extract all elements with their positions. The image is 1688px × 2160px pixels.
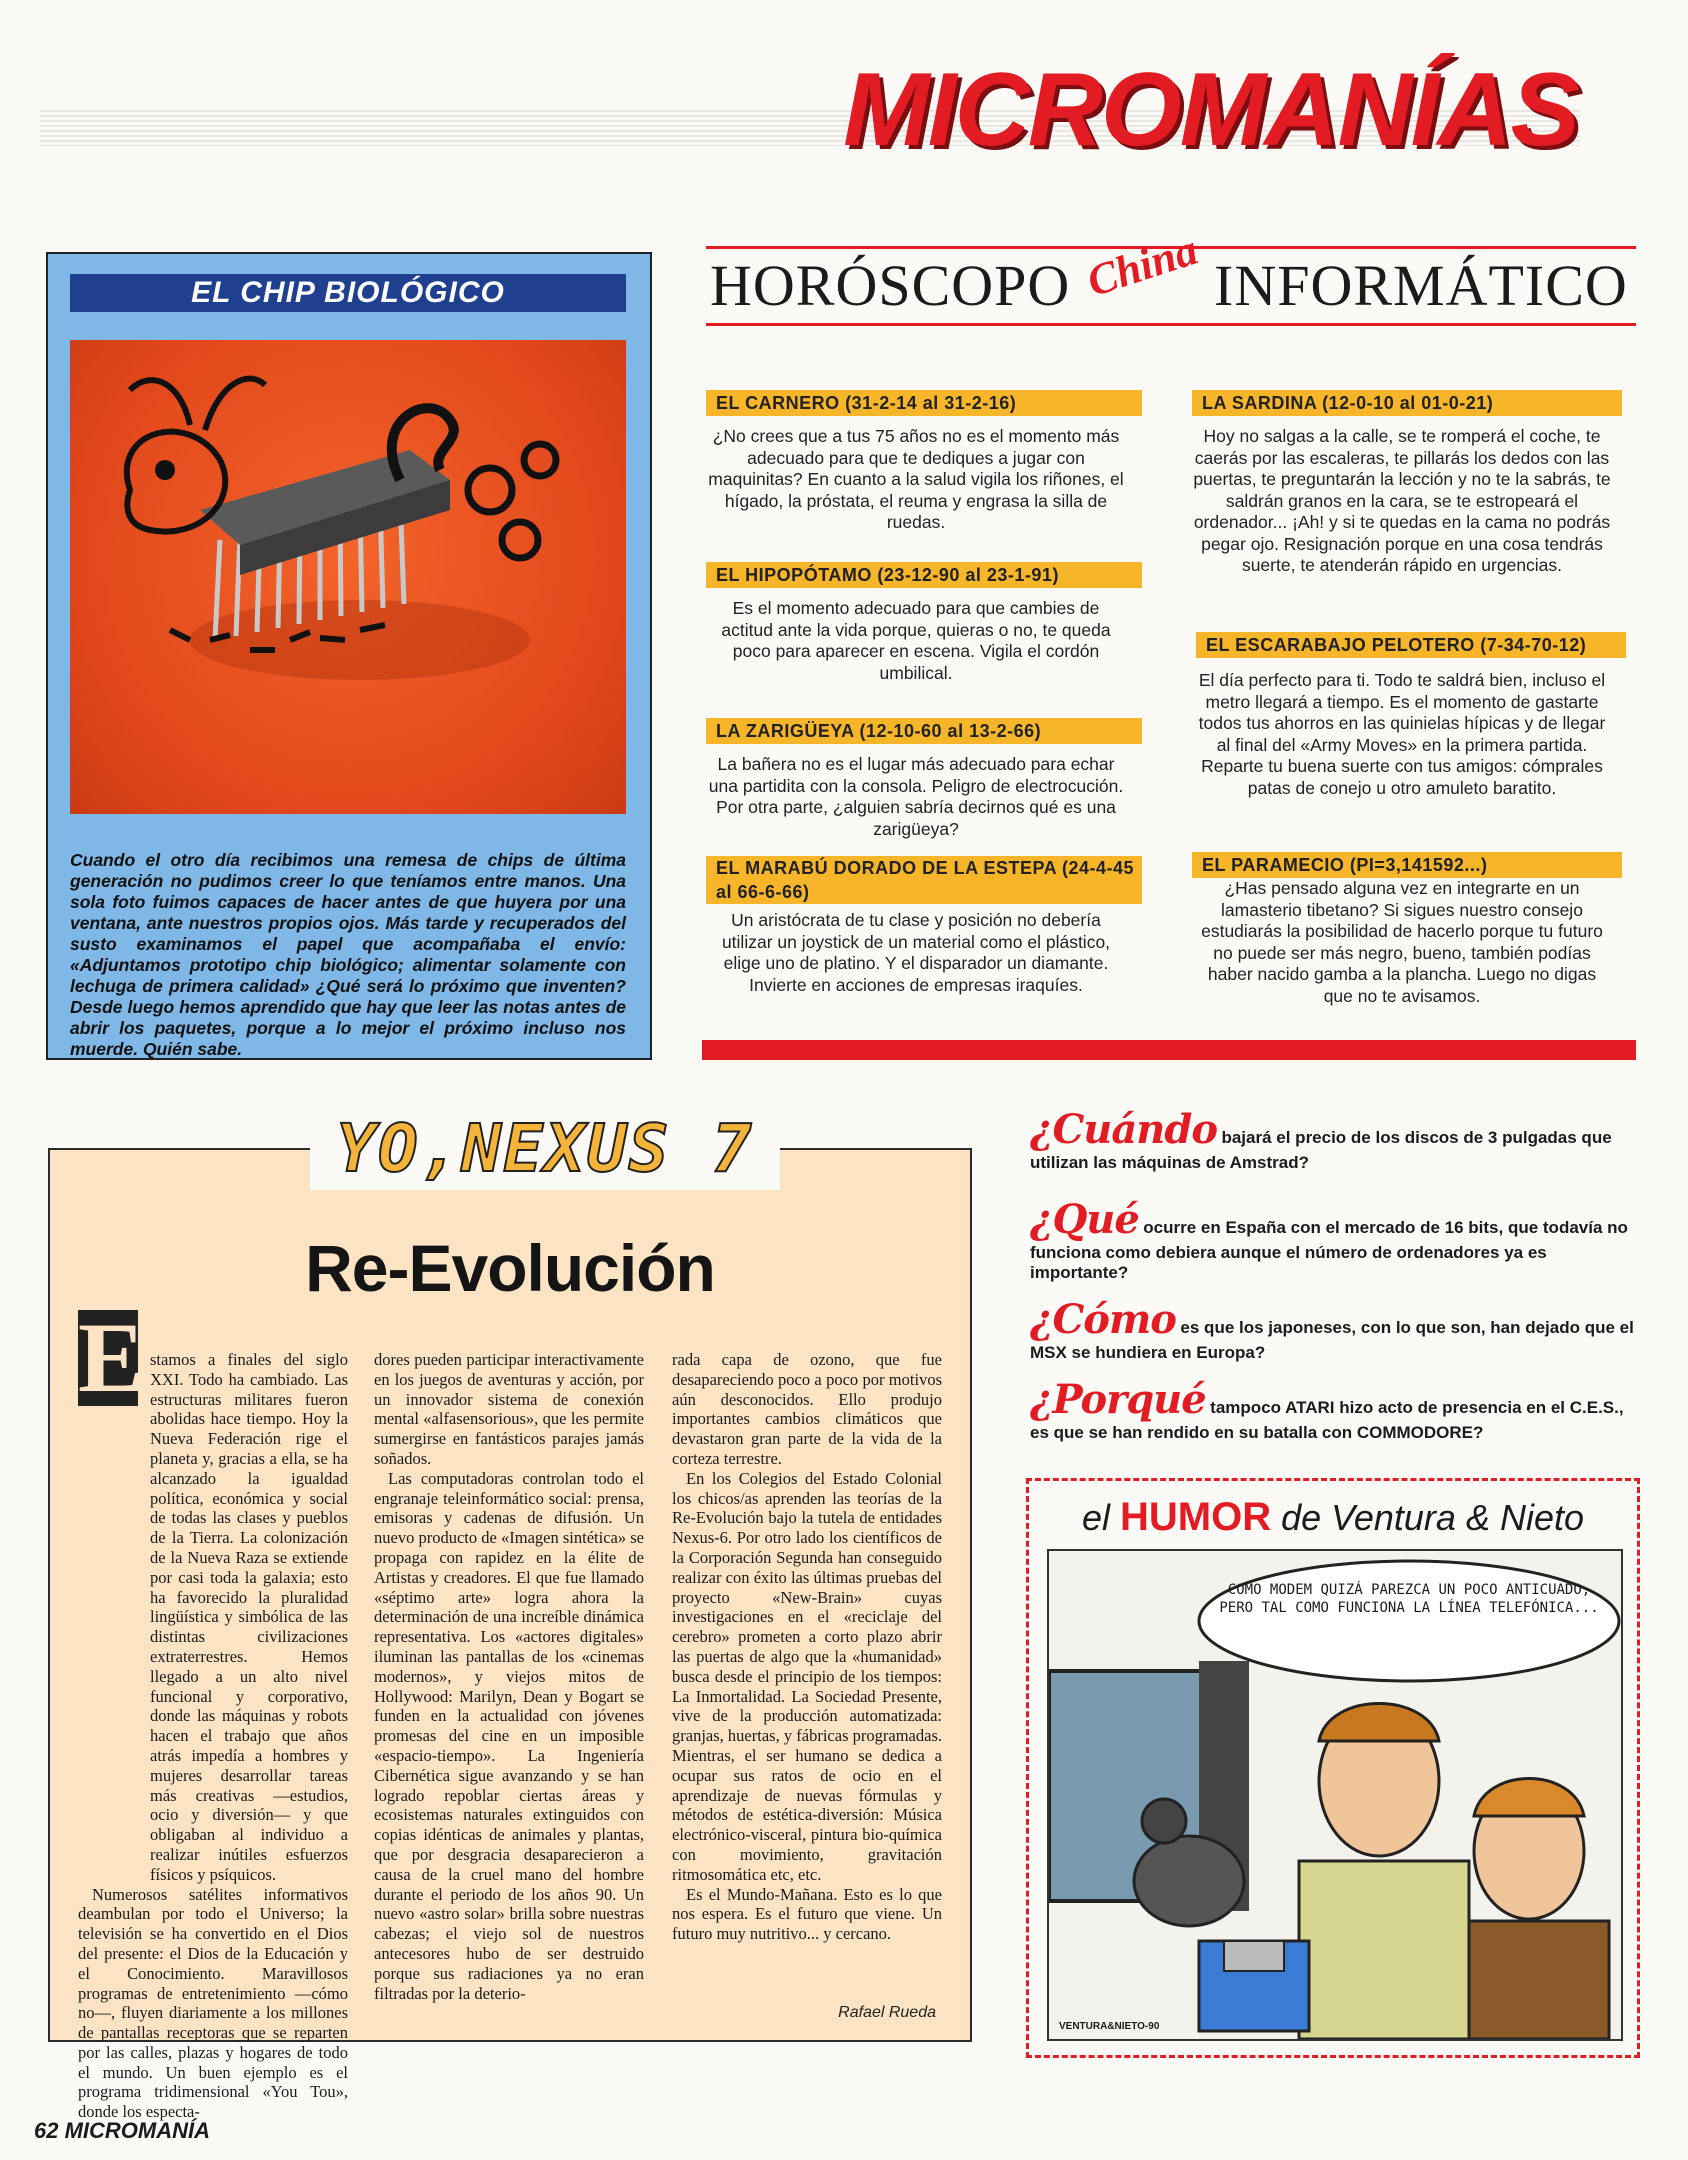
question-word: ¿Cómo [1030, 1296, 1176, 1343]
sign-header-escarabajo: EL ESCARABAJO PELOTERO (7-34-70-12) [1196, 632, 1626, 658]
sign-text-escarabajo: El día perfecto para ti. Todo te saldrá bien, incluso el metro llegará a tiempo. Es el momento de gastarte todos tus ahorros en las quinielas hípicas y de llegar al final del «Army Moves» en la primera partida. Reparte tu buena suerte con tus amigos: cómprales patas de conejo u otro amuleto baratito. [1198, 670, 1606, 798]
paragraph: Es el Mundo-Mañana. Esto es lo que nos espera. Es el futuro que viene. Un futuro muy nutritivo... y cercano. [672, 1884, 942, 1944]
humor-title-post: de Ventura & Nieto [1281, 1497, 1584, 1538]
question-text: es que los japoneses, con lo que son, han dejado que el MSX se hundiera en Europa? [1030, 1318, 1634, 1362]
paragraph: Las computadoras controlan todo el engranaje teleinformático social: prensa, emisoras y cadenas de difusión. Un nuevo producto de «Imagen sintética» se propaga con rapidez en la élite de Artistas y creadores. El que fue llamado «séptimo arte» logra ahora la determinación de una increíble dinámica representativa. Los «actores digitales» iluminan las pantallas de los «cinemas modernos», y viejos mitos de Hollywood: Marilyn, Dean y Bogart se funden en la actualidad con jóvenes promesas del cine en un imposible «espacio-tiempo». La Ingeniería Cibernética sigue avanzando y se han logrado repoblar ciertas áreas y ecosistemas naturales extinguidos con copias idénticas de animales y plantas, que por desgracia desaparecieron a causa de la cruel mano del hombre durante el periodo de los años 90. Un nuevo «astro solar» brilla sobre nuestras cabezas; el viejo sol de nuestros antecesores hubo de ser destruido porque sus radiaciones ya no eran filtradas por la deterio- [374, 1468, 644, 2003]
sign-text-hipopotamo: Es el momento adecuado para que cambies de actitud ante la vida porque, quieras o no, te queda poco para aparecer en escena. Vigila el cordón umbilical. [721, 598, 1111, 683]
question-word: ¿Qué [1030, 1196, 1139, 1243]
article-author: Rafael Rueda [838, 2004, 936, 2021]
page-footer: 62 MICROMANÍA [34, 2118, 211, 2143]
drop-cap: E [78, 1302, 145, 1413]
humor-comic [1047, 1549, 1623, 2041]
chip-drawing-illustration [70, 340, 626, 814]
chip-caption: Cuando el otro día recibimos una remesa de chips de última generación no pudimos creer lo que teníamos entre manos. Una sola foto fuimos capaces de hacer antes de que huyera por una ventana, ante nuestros propios ojos. Más tarde y recuperados del susto examinamos el papel que acompañaba el envío: «Adjuntamos prototipo chip biológico; alimentar solamente con lechuga de primera calidad» ¿Qué será lo próximo que inventen? Desde luego hemos aprendido que hay que leer las notas antes de abrir los paquetes, porque a lo mejor el próximo incluso nos muerde. Quién sabe. [70, 850, 626, 1059]
sign-text-carnero: ¿No crees que a tus 75 años no es el momento más adecuado para que te dediques a jugar con maquinitas? En cuanto a la salud vigila los riñones, el hígado, la próstata, el reuma y engrasa la silla de ruedas. [708, 426, 1124, 532]
chip-photo [70, 340, 626, 814]
sign-header-carnero: EL CARNERO (31-2-14 al 31-2-16) [706, 390, 1142, 416]
humor-title [1029, 1495, 1637, 1540]
paragraph: En los Colegios del Estado Colonial los chicos/as aprenden las teorías de la Re-Evolución bajo la tutela de entidades Nexus-6. Por otro lado los científicos de la Corporación Segunda han conseguido realizar con éxito las últimas pruebas del proyecto «New-Brain» cuyas investigaciones en el «reciclaje del cerebro» prometen a corto plazo abrir las puertas de algo que la «humanidad» busca desde el principio de los tiempos: La Inmortalidad. La Sociedad Presente, vive de la producción automatizada: granjas, huertas, y fábricas programadas. Mientras, el ser humano se dedica a ocupar sus ratos de ocio en el aprendizaje de nuevas fórmulas y métodos de estética-diversión: Música electrónico-visceral, pintura bio-química con movimiento, gravitación ritmosomática etc, etc. [672, 1468, 942, 1884]
question-porque [1030, 1376, 1640, 1443]
paragraph: Numerosos satélites informativos deambulan por todo el Universo; la televisión se ha convertido en el Dios del presente: el Dios de la Educación y el Conocimiento. Maravillosos programas de entretenimiento —cómo no—, fluyen diariamente a los millones de pantallas receptoras que se reparten por las calles, plazas y hogares de todo el mundo. Un buen ejemplo es el programa tridimensional «You Tou», donde los especta- [78, 1884, 348, 2122]
question-word: ¿Cuándo [1030, 1106, 1218, 1153]
chip-biologico-box [46, 252, 652, 1060]
horoscope-rule-bottom [706, 323, 1636, 326]
article-column-2 [374, 1350, 644, 2003]
horoscope-bottom-bar [702, 1040, 1636, 1060]
sign-text-marabu: Un aristócrata de tu clase y posición no debería utilizar un joystick de un material como el plástico, elige uno de platino. Y el disparador un diamante. Invierte en acciones de empresas iraquíes. [721, 910, 1111, 995]
sign-header-hipopotamo: EL HIPOPÓTAMO (23-12-90 al 23-1-91) [706, 562, 1142, 588]
humor-title-pre: el [1081, 1497, 1111, 1538]
sign-text-paramecio: ¿Has pensado alguna vez en integrarte en un lamasterio tibetano? Si sigues nuestro consejo estudiarás la posibilidad de hacerlo porque tu futuro no puede ser más negro, bueno, también podías haber nacido gamba a la plancha. Luego no digas que no te avisamos. [1201, 878, 1603, 1006]
article-column-1 [78, 1350, 348, 2122]
nexus-logo [310, 1110, 780, 1190]
question-como [1030, 1296, 1640, 1363]
nexus-logo-text: YO,NEXUS 7 [336, 1110, 754, 1187]
horoscope-header [706, 224, 1636, 326]
sign-text-sardina: Hoy no salgas a la calle, se te romperá el coche, te caerás por las escaleras, te pillarás los dedos con las puertas, te preguntarán la lección y no te la sabrás, te saldrán granos en la cara, se te estropeará el ordenador... ¡Ah! y si te quedas en la cama no podrás pegar ojo. Resignación porque en una cosa tendrás suerte, te atenderán rápido en urgencias. [1193, 426, 1611, 575]
nexus-article [48, 1110, 972, 2122]
comic-speech-bubble-text: COMO MODEM QUIZÁ PAREZCA UN POCO ANTICUADO, PERO TAL COMO FUNCIONA LA LÍNEA TELEFÓNICA... [1219, 1582, 1599, 1616]
question-cuando [1030, 1106, 1640, 1173]
paragraph: rada capa de ozono, que fue desapareciendo poco a poco por motivos aún desconocidos. Ello produjo importantes cambios climáticos que devastaron gran parte de la vida de la corteza terrestre. [672, 1350, 942, 1468]
humor-title-word: HUMOR [1120, 1495, 1272, 1539]
sign-header-zarigueya: LA ZARIGÜEYA (12-10-60 al 13-2-66) [706, 718, 1142, 744]
comic-illustration [1049, 1551, 1621, 2039]
paragraph: dores pueden participar interactivamente en los juegos de aventuras y acción, por un innovador sistema de conexión mental «alfasensorious», que les permite sumergirse en fantásticos parajes jamás soñados. [374, 1350, 644, 1468]
masthead-title: MICROMANÍAS [843, 52, 1578, 168]
horoscope-word-2: INFORMÁTICO [1214, 253, 1628, 318]
sign-header-sardina: LA SARDINA (12-0-10 al 01-0-21) [1192, 390, 1622, 416]
question-word: ¿Porqué [1030, 1376, 1206, 1423]
sign-header-marabu: EL MARABÚ DORADO DE LA ESTEPA (24-4-45 al 66-6-66) [706, 856, 1142, 904]
question-que [1030, 1196, 1640, 1283]
question-text: bajará el precio de los discos de 3 pulgadas que utilizan las máquinas de Amstrad? [1030, 1128, 1612, 1172]
humor-box [1026, 1478, 1640, 2058]
paragraph: stamos a finales del siglo XXI. Todo ha cambiado. Las estructuras militares fueron abolidas hace tiempo. Hoy la Nueva Federación rige el planeta y, gracias a ella, se ha alcanzado la igualdad política, económica y social de todas las clases y pueblos de la Tierra. La colonización de la Nueva Raza se extiende por casi toda la galaxia; esto ha favorecido la pluralidad lingüística y simbólica de las distintas civilizaciones extraterrestres. Hemos llegado a un alto nivel funcional y corporativo, donde las máquinas y robots hacen el trabajo que años atrás impedía a hombres y mujeres desarrollar tareas más creativas —estudios, ocio y diversión— y que obligaban al individuo a realizar inútiles esfuerzos físicos y psíquicos. [150, 1350, 348, 1884]
horoscope-word-china: China [1081, 224, 1204, 307]
sign-header-paramecio: EL PARAMECIO (PI=3,141592...) [1192, 852, 1622, 878]
chip-title: EL CHIP BIOLÓGICO [70, 274, 626, 312]
question-text: ocurre en España con el mercado de 16 bits, que todavía no funciona como debiera aunque el número de ordenadores ya es importante? [1030, 1218, 1628, 1282]
question-text: tampoco ATARI hizo acto de presencia en el C.E.S., es que se han rendido en su batalla con COMMODORE? [1030, 1398, 1624, 1442]
sign-text-zarigueya: La bañera no es el lugar más adecuado para echar una partidita con la consola. Peligro de electrocución. Por otra parte, ¿alguien sabría decirnos qué es una zarigüeya? [708, 754, 1124, 839]
horoscope-word-1: HORÓSCOPO [710, 253, 1071, 318]
comic-signature: VENTURA&NIETO-90 [1059, 2021, 1160, 2032]
article-column-3 [672, 1350, 942, 1944]
article-title: Re-Evolución [305, 1231, 715, 1305]
